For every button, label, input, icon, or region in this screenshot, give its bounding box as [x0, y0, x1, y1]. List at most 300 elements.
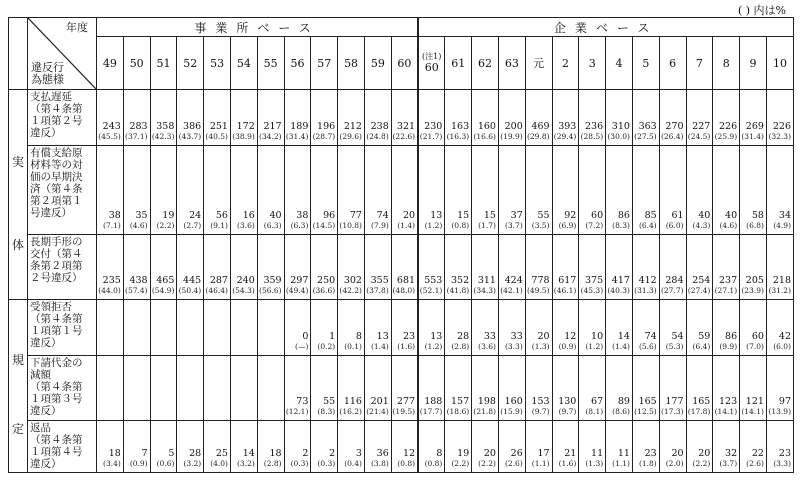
- data-cell: [230, 356, 257, 421]
- percent-value: (3.5): [531, 221, 550, 231]
- count-value: 38: [296, 210, 309, 222]
- data-cell: [177, 299, 204, 355]
- year-label-text: 55: [263, 56, 278, 70]
- count-value: 284: [665, 274, 684, 286]
- data-cell: [472, 356, 499, 421]
- count-value: 243: [102, 121, 121, 133]
- data-cell: [686, 299, 713, 355]
- data-cell: [418, 90, 445, 146]
- data-cell: [659, 356, 686, 421]
- data-cell: [472, 420, 499, 472]
- category-cell: [9, 90, 28, 300]
- count-value: 230: [424, 121, 443, 133]
- percent-value: (49.5): [526, 285, 550, 295]
- data-cell: [418, 420, 445, 472]
- data-cell: [740, 235, 767, 300]
- data-cell: [445, 146, 472, 235]
- data-cell: [579, 235, 606, 300]
- data-cell: [632, 299, 659, 355]
- percent-value: (2.6): [504, 459, 523, 468]
- data-cell: [418, 235, 445, 300]
- percent-value: (31.4): [741, 132, 764, 142]
- percent-value: (7.0): [746, 342, 764, 352]
- year-label-text: 63: [504, 56, 519, 70]
- percent-value: (28.5): [580, 132, 604, 142]
- data-cell: [311, 90, 338, 146]
- data-cell: [552, 299, 579, 355]
- year-header: [391, 37, 418, 90]
- data-cell: [472, 146, 499, 235]
- count-value: 85: [644, 210, 657, 222]
- percent-value: (16.3): [446, 132, 470, 142]
- violation-type-cell: 支払遅延 （第４条第 １項第２号 違反）: [28, 90, 97, 146]
- percent-value: (4.6): [129, 221, 148, 231]
- footnote-marker: (注1): [422, 52, 442, 61]
- data-cell: [123, 146, 150, 235]
- percent-value: (1.2): [424, 342, 443, 352]
- percent-value: (46.4): [205, 285, 228, 295]
- count-value: 40: [269, 210, 282, 222]
- percent-value: (0.3): [317, 459, 336, 468]
- count-value: 56: [215, 210, 228, 222]
- data-cell: [338, 299, 365, 355]
- data-cell: [284, 420, 311, 472]
- count-value: 18: [269, 448, 282, 459]
- percent-value: (3.7): [504, 221, 523, 231]
- count-value: 205: [745, 274, 764, 286]
- percent-value: (2.6): [746, 459, 764, 468]
- percent-value: (38.9): [232, 132, 255, 142]
- percent-value: (7.1): [103, 221, 121, 231]
- count-value: 73: [296, 395, 309, 407]
- count-value: 42: [778, 331, 791, 343]
- data-cell: [579, 146, 606, 235]
- percent-value: (2.0): [665, 459, 684, 468]
- percent-value: (17.3): [660, 406, 684, 416]
- data-cell: [766, 146, 793, 235]
- data-cell: [391, 90, 418, 146]
- count-value: 116: [343, 395, 362, 407]
- count-value: 13: [430, 210, 443, 222]
- count-value: 412: [638, 274, 657, 286]
- count-value: 25: [215, 448, 228, 459]
- percent-value: (1.1): [531, 459, 550, 468]
- percent-value: (54.3): [232, 285, 255, 295]
- category-char: 規: [12, 353, 25, 368]
- percent-value: (0.9): [558, 342, 577, 352]
- data-cell: [257, 90, 284, 146]
- percent-value: (57.4): [125, 285, 148, 295]
- data-cell: [364, 356, 391, 421]
- year-label-text: 元: [533, 57, 545, 70]
- year-header: [418, 37, 445, 90]
- count-value: 363: [638, 121, 657, 133]
- data-cell: [606, 90, 633, 146]
- percent-value: (24.5): [687, 132, 711, 142]
- data-cell: [97, 146, 124, 235]
- percent-value: (28.7): [312, 132, 336, 142]
- count-value: 302: [343, 274, 362, 286]
- data-cell: [472, 299, 499, 355]
- data-cell: [204, 235, 231, 300]
- percent-value: (45.3): [580, 285, 604, 295]
- data-cell: [713, 90, 740, 146]
- data-cell: [472, 90, 499, 146]
- data-cell: [257, 235, 284, 300]
- year-header: [445, 37, 472, 90]
- count-value: 177: [665, 395, 684, 407]
- count-value: 8: [355, 331, 362, 343]
- percent-value: (—): [295, 342, 309, 352]
- data-cell: [766, 90, 793, 146]
- count-value: 34: [778, 210, 791, 222]
- data-cell: [177, 356, 204, 421]
- data-cell: [686, 356, 713, 421]
- data-cell: [552, 356, 579, 421]
- percent-value: (27.5): [634, 132, 657, 142]
- data-cell: [230, 235, 257, 300]
- percent-value: (19.5): [392, 406, 416, 416]
- count-value: 165: [638, 395, 657, 407]
- data-cell: [552, 146, 579, 235]
- percent-value: (13.9): [768, 406, 791, 416]
- percent-value: (9.9): [719, 342, 738, 352]
- data-cell: [150, 235, 177, 300]
- count-value: 23: [778, 448, 791, 459]
- unit-note: ( ) 内は%: [737, 4, 786, 17]
- violation-type-cell: 有償支給原 材料等の対 価の早期決 済（第４条 第２項第１ 号違反）: [28, 146, 97, 235]
- data-cell: [284, 299, 311, 355]
- data-cell: [606, 146, 633, 235]
- count-value: 386: [183, 121, 202, 133]
- percent-value: (1.4): [370, 342, 389, 352]
- percent-value: (4.6): [719, 221, 738, 231]
- count-value: 23: [644, 448, 657, 459]
- percent-value: (1.8): [638, 459, 657, 468]
- data-cell: [391, 146, 418, 235]
- year-label-text: 49: [102, 56, 117, 70]
- count-value: 7: [141, 448, 148, 459]
- year-label-text: 59: [370, 56, 385, 70]
- percent-value: (50.4): [178, 285, 202, 295]
- count-value: 201: [370, 395, 389, 407]
- count-value: 60: [591, 210, 604, 222]
- data-cell: [766, 235, 793, 300]
- percent-value: (2.2): [478, 459, 496, 468]
- percent-value: (37.1): [125, 132, 148, 142]
- count-value: 235: [102, 274, 121, 286]
- group-office-header: 事業所ベース: [97, 18, 419, 37]
- count-value: 89: [617, 395, 630, 407]
- year-label-text: 53: [210, 56, 225, 70]
- percent-value: (3.3): [504, 342, 523, 352]
- percent-value: (1.6): [558, 459, 577, 468]
- percent-value: (2.2): [451, 459, 470, 468]
- percent-value: (21.7): [419, 132, 443, 142]
- count-value: 355: [370, 274, 389, 286]
- percent-value: (8.3): [317, 406, 336, 416]
- data-cell: [445, 235, 472, 300]
- count-value: 196: [317, 121, 336, 133]
- percent-value: (21.4): [366, 406, 389, 416]
- table-body: [9, 90, 794, 473]
- year-header: [338, 37, 365, 90]
- count-value: 14: [617, 331, 630, 343]
- corner-cat: [9, 18, 28, 90]
- data-cell: [364, 420, 391, 472]
- data-cell: [659, 146, 686, 235]
- year-label-text: 51: [156, 56, 171, 70]
- count-value: 23: [402, 331, 416, 343]
- violation-type-cell: 受領拒否 （第４条第 １項第１号 違反）: [28, 299, 97, 355]
- count-value: 438: [129, 274, 148, 286]
- count-value: 16: [242, 210, 255, 222]
- percent-value: (29.6): [339, 132, 362, 142]
- percent-value: (0.8): [424, 459, 443, 468]
- year-label-text: 3: [588, 56, 596, 70]
- count-value: 26: [510, 448, 523, 459]
- data-cell: [230, 146, 257, 235]
- percent-value: (42.2): [339, 285, 362, 295]
- year-header: [472, 37, 499, 90]
- percent-value: (27.7): [660, 285, 684, 295]
- year-header: [632, 37, 659, 90]
- year-header: [766, 37, 793, 90]
- data-cell: [686, 146, 713, 235]
- data-cell: [418, 146, 445, 235]
- percent-value: (40.3): [607, 285, 630, 295]
- data-cell: [230, 420, 257, 472]
- year-header-row: [9, 37, 794, 90]
- data-cell: [659, 235, 686, 300]
- count-value: 60: [751, 331, 764, 343]
- violation-table: [8, 17, 794, 473]
- percent-value: (1.1): [612, 459, 630, 468]
- data-cell: [713, 235, 740, 300]
- count-value: 5: [168, 448, 175, 459]
- data-cell: [338, 90, 365, 146]
- data-cell: [472, 235, 499, 300]
- percent-value: (0.3): [290, 459, 309, 468]
- violation-type-cell: 下請代金の 減額 （第４条第 １項第３号 違反）: [28, 356, 97, 421]
- year-header: [311, 37, 338, 90]
- count-value: 74: [376, 210, 389, 222]
- percent-value: (1.4): [397, 221, 416, 231]
- count-value: 24: [189, 210, 202, 222]
- count-value: 12: [402, 448, 416, 459]
- header-diagonal-cell: [28, 18, 97, 90]
- count-value: 20: [671, 448, 684, 459]
- percent-value: (54.9): [151, 285, 175, 295]
- count-value: 15: [457, 210, 470, 222]
- count-value: 3: [355, 448, 362, 459]
- percent-value: (0.9): [129, 459, 148, 468]
- count-value: 33: [483, 331, 496, 343]
- percent-value: (17.7): [419, 406, 443, 416]
- data-cell: [311, 420, 338, 472]
- data-cell: [525, 90, 552, 146]
- percent-value: (3.6): [478, 342, 496, 352]
- count-value: 189: [290, 121, 309, 133]
- data-cell: [766, 356, 793, 421]
- count-value: 153: [531, 395, 550, 407]
- data-cell: [391, 235, 418, 300]
- data-cell: [123, 299, 150, 355]
- count-value: 681: [396, 274, 416, 286]
- data-cell: [552, 90, 579, 146]
- data-cell: [284, 356, 311, 421]
- year-header: [498, 37, 525, 90]
- percent-value: (2.8): [263, 459, 282, 468]
- data-cell: [97, 299, 124, 355]
- percent-value: (8.3): [612, 221, 630, 231]
- data-cell: [579, 90, 606, 146]
- percent-value: (2.7): [183, 221, 202, 231]
- percent-value: (14.1): [714, 406, 738, 416]
- year-header: [364, 37, 391, 90]
- count-value: 269: [745, 121, 764, 133]
- percent-value: (0.2): [317, 342, 336, 352]
- year-header: [177, 37, 204, 90]
- count-value: 20: [483, 448, 496, 459]
- data-cell: [97, 356, 124, 421]
- percent-value: (42.3): [151, 132, 175, 142]
- year-header: [230, 37, 257, 90]
- percent-value: (9.7): [558, 406, 577, 416]
- percent-value: (14.5): [312, 221, 336, 231]
- data-cell: [659, 90, 686, 146]
- count-value: 617: [558, 274, 577, 286]
- data-cell: [686, 90, 713, 146]
- count-value: 11: [617, 448, 630, 459]
- table-row: [9, 235, 794, 300]
- percent-value: (25.9): [714, 132, 738, 142]
- percent-value: (4.3): [692, 221, 711, 231]
- count-value: 227: [692, 121, 711, 133]
- data-cell: [713, 420, 740, 472]
- count-value: 310: [611, 121, 630, 133]
- year-header: [579, 37, 606, 90]
- count-value: 237: [718, 274, 738, 286]
- percent-value: (34.2): [259, 132, 282, 142]
- data-cell: [632, 146, 659, 235]
- data-cell: [686, 235, 713, 300]
- data-cell: [606, 235, 633, 300]
- year-header: [525, 37, 552, 90]
- data-cell: [177, 146, 204, 235]
- data-cell: [659, 299, 686, 355]
- count-value: 250: [317, 274, 336, 286]
- data-cell: [123, 235, 150, 300]
- data-cell: [338, 420, 365, 472]
- count-value: 238: [370, 121, 389, 133]
- year-label-text: 2: [561, 56, 569, 70]
- percent-value: (27.4): [687, 285, 711, 295]
- percent-value: (23.9): [741, 285, 764, 295]
- data-cell: [284, 90, 311, 146]
- year-label-text: 62: [478, 56, 493, 70]
- data-cell: [713, 356, 740, 421]
- percent-value: (7.9): [370, 221, 389, 231]
- count-value: 20: [537, 331, 550, 343]
- data-cell: [713, 299, 740, 355]
- count-value: 375: [585, 274, 604, 286]
- data-cell: [579, 420, 606, 472]
- percent-value: (0.4): [344, 459, 362, 468]
- percent-value: (1.7): [478, 221, 496, 231]
- data-cell: [606, 299, 633, 355]
- percent-value: (18.6): [446, 406, 470, 416]
- count-value: 198: [477, 395, 496, 407]
- year-header: [123, 37, 150, 90]
- percent-value: (2.2): [156, 221, 175, 231]
- year-label-text: 56: [290, 56, 305, 70]
- data-cell: [552, 420, 579, 472]
- percent-value: (6.3): [263, 221, 282, 231]
- data-cell: [606, 356, 633, 421]
- data-cell: [418, 356, 445, 421]
- count-value: 226: [718, 121, 738, 133]
- year-label-text: 57: [317, 56, 332, 70]
- data-cell: [123, 420, 150, 472]
- category-char: 定: [12, 422, 25, 437]
- count-value: 55: [323, 395, 336, 407]
- count-value: 417: [611, 274, 630, 286]
- year-label-text: 7: [695, 56, 703, 70]
- data-cell: [364, 90, 391, 146]
- percent-value: (32.3): [768, 132, 791, 142]
- data-cell: [257, 146, 284, 235]
- count-value: 283: [129, 121, 148, 133]
- data-cell: [525, 235, 552, 300]
- percent-value: (14.1): [741, 406, 764, 416]
- data-cell: [150, 356, 177, 421]
- data-cell: [177, 420, 204, 472]
- year-label-text: 58: [344, 56, 359, 70]
- count-value: 240: [236, 274, 255, 286]
- percent-value: (1.6): [397, 342, 416, 352]
- year-header: [659, 37, 686, 90]
- count-value: 277: [396, 395, 416, 407]
- category-char: 実: [12, 154, 25, 169]
- data-cell: [97, 90, 124, 146]
- count-value: 352: [451, 274, 470, 286]
- data-cell: [525, 299, 552, 355]
- data-cell: [632, 356, 659, 421]
- percent-value: (2.2): [692, 459, 711, 468]
- data-cell: [418, 299, 445, 355]
- data-cell: [740, 90, 767, 146]
- count-value: 15: [483, 210, 496, 222]
- data-cell: [204, 90, 231, 146]
- percent-value: (31.4): [285, 132, 309, 142]
- count-value: 297: [290, 274, 309, 286]
- data-cell: [257, 299, 284, 355]
- count-value: 20: [698, 448, 711, 459]
- percent-value: (27.1): [714, 285, 738, 295]
- data-cell: [257, 356, 284, 421]
- data-cell: [338, 356, 365, 421]
- data-cell: [177, 235, 204, 300]
- data-cell: [150, 90, 177, 146]
- percent-value: (36.6): [312, 285, 336, 295]
- count-value: 38: [108, 210, 121, 222]
- data-cell: [284, 146, 311, 235]
- percent-value: (0.1): [344, 342, 362, 352]
- count-value: 28: [457, 331, 470, 343]
- count-value: 0: [302, 331, 309, 343]
- count-value: 74: [644, 331, 657, 343]
